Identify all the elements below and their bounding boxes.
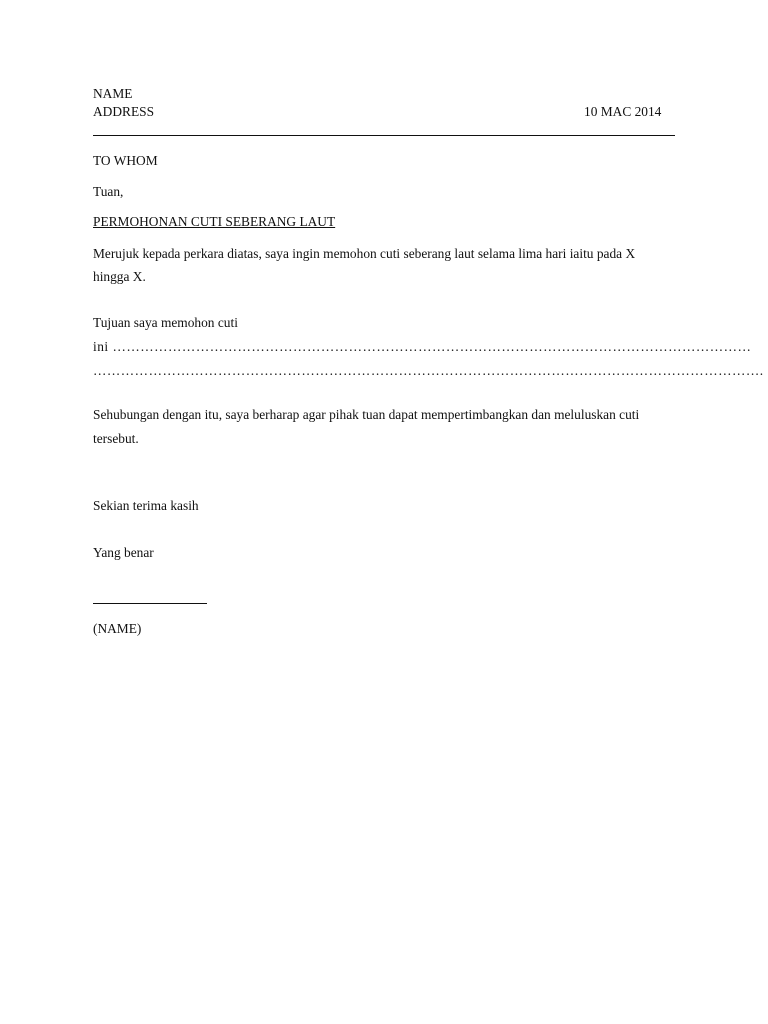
header-divider: [93, 135, 675, 136]
signature-name: (NAME): [93, 621, 142, 636]
purpose-intro: Tujuan saya memohon cuti: [93, 315, 238, 330]
closing-remark: Sekian terima kasih: [93, 498, 199, 513]
paragraph-1-line-2: hingga X.: [93, 269, 146, 284]
purpose-fill-line-1: ini …………………………………………………………………………………………………………………………: [93, 339, 752, 354]
paragraph-2-line-2: tersebut.: [93, 431, 139, 446]
letter-date: 10 MAC 2014: [584, 104, 662, 119]
sender-name: NAME: [93, 86, 133, 101]
sender-address: ADDRESS: [93, 104, 155, 119]
paragraph-2-line-1: Sehubungan dengan itu, saya berharap agar pihak tuan dapat mempertimbangkan dan meluluskan cuti: [93, 407, 640, 422]
letter-subject: PERMOHONAN CUTI SEBERANG LAUT: [93, 214, 336, 229]
salutation: Tuan,: [93, 184, 124, 199]
sign-off: Yang benar: [93, 545, 154, 560]
paragraph-1-line-1: Merujuk kepada perkara diatas, saya ingin memohon cuti seberang laut selama lima hari iaitu pada X: [93, 246, 636, 261]
signature-line: [93, 603, 207, 604]
purpose-fill-line-2: ……………………………………………………………………………………………………………………………….: [93, 363, 764, 378]
recipient: TO WHOM: [93, 153, 158, 168]
